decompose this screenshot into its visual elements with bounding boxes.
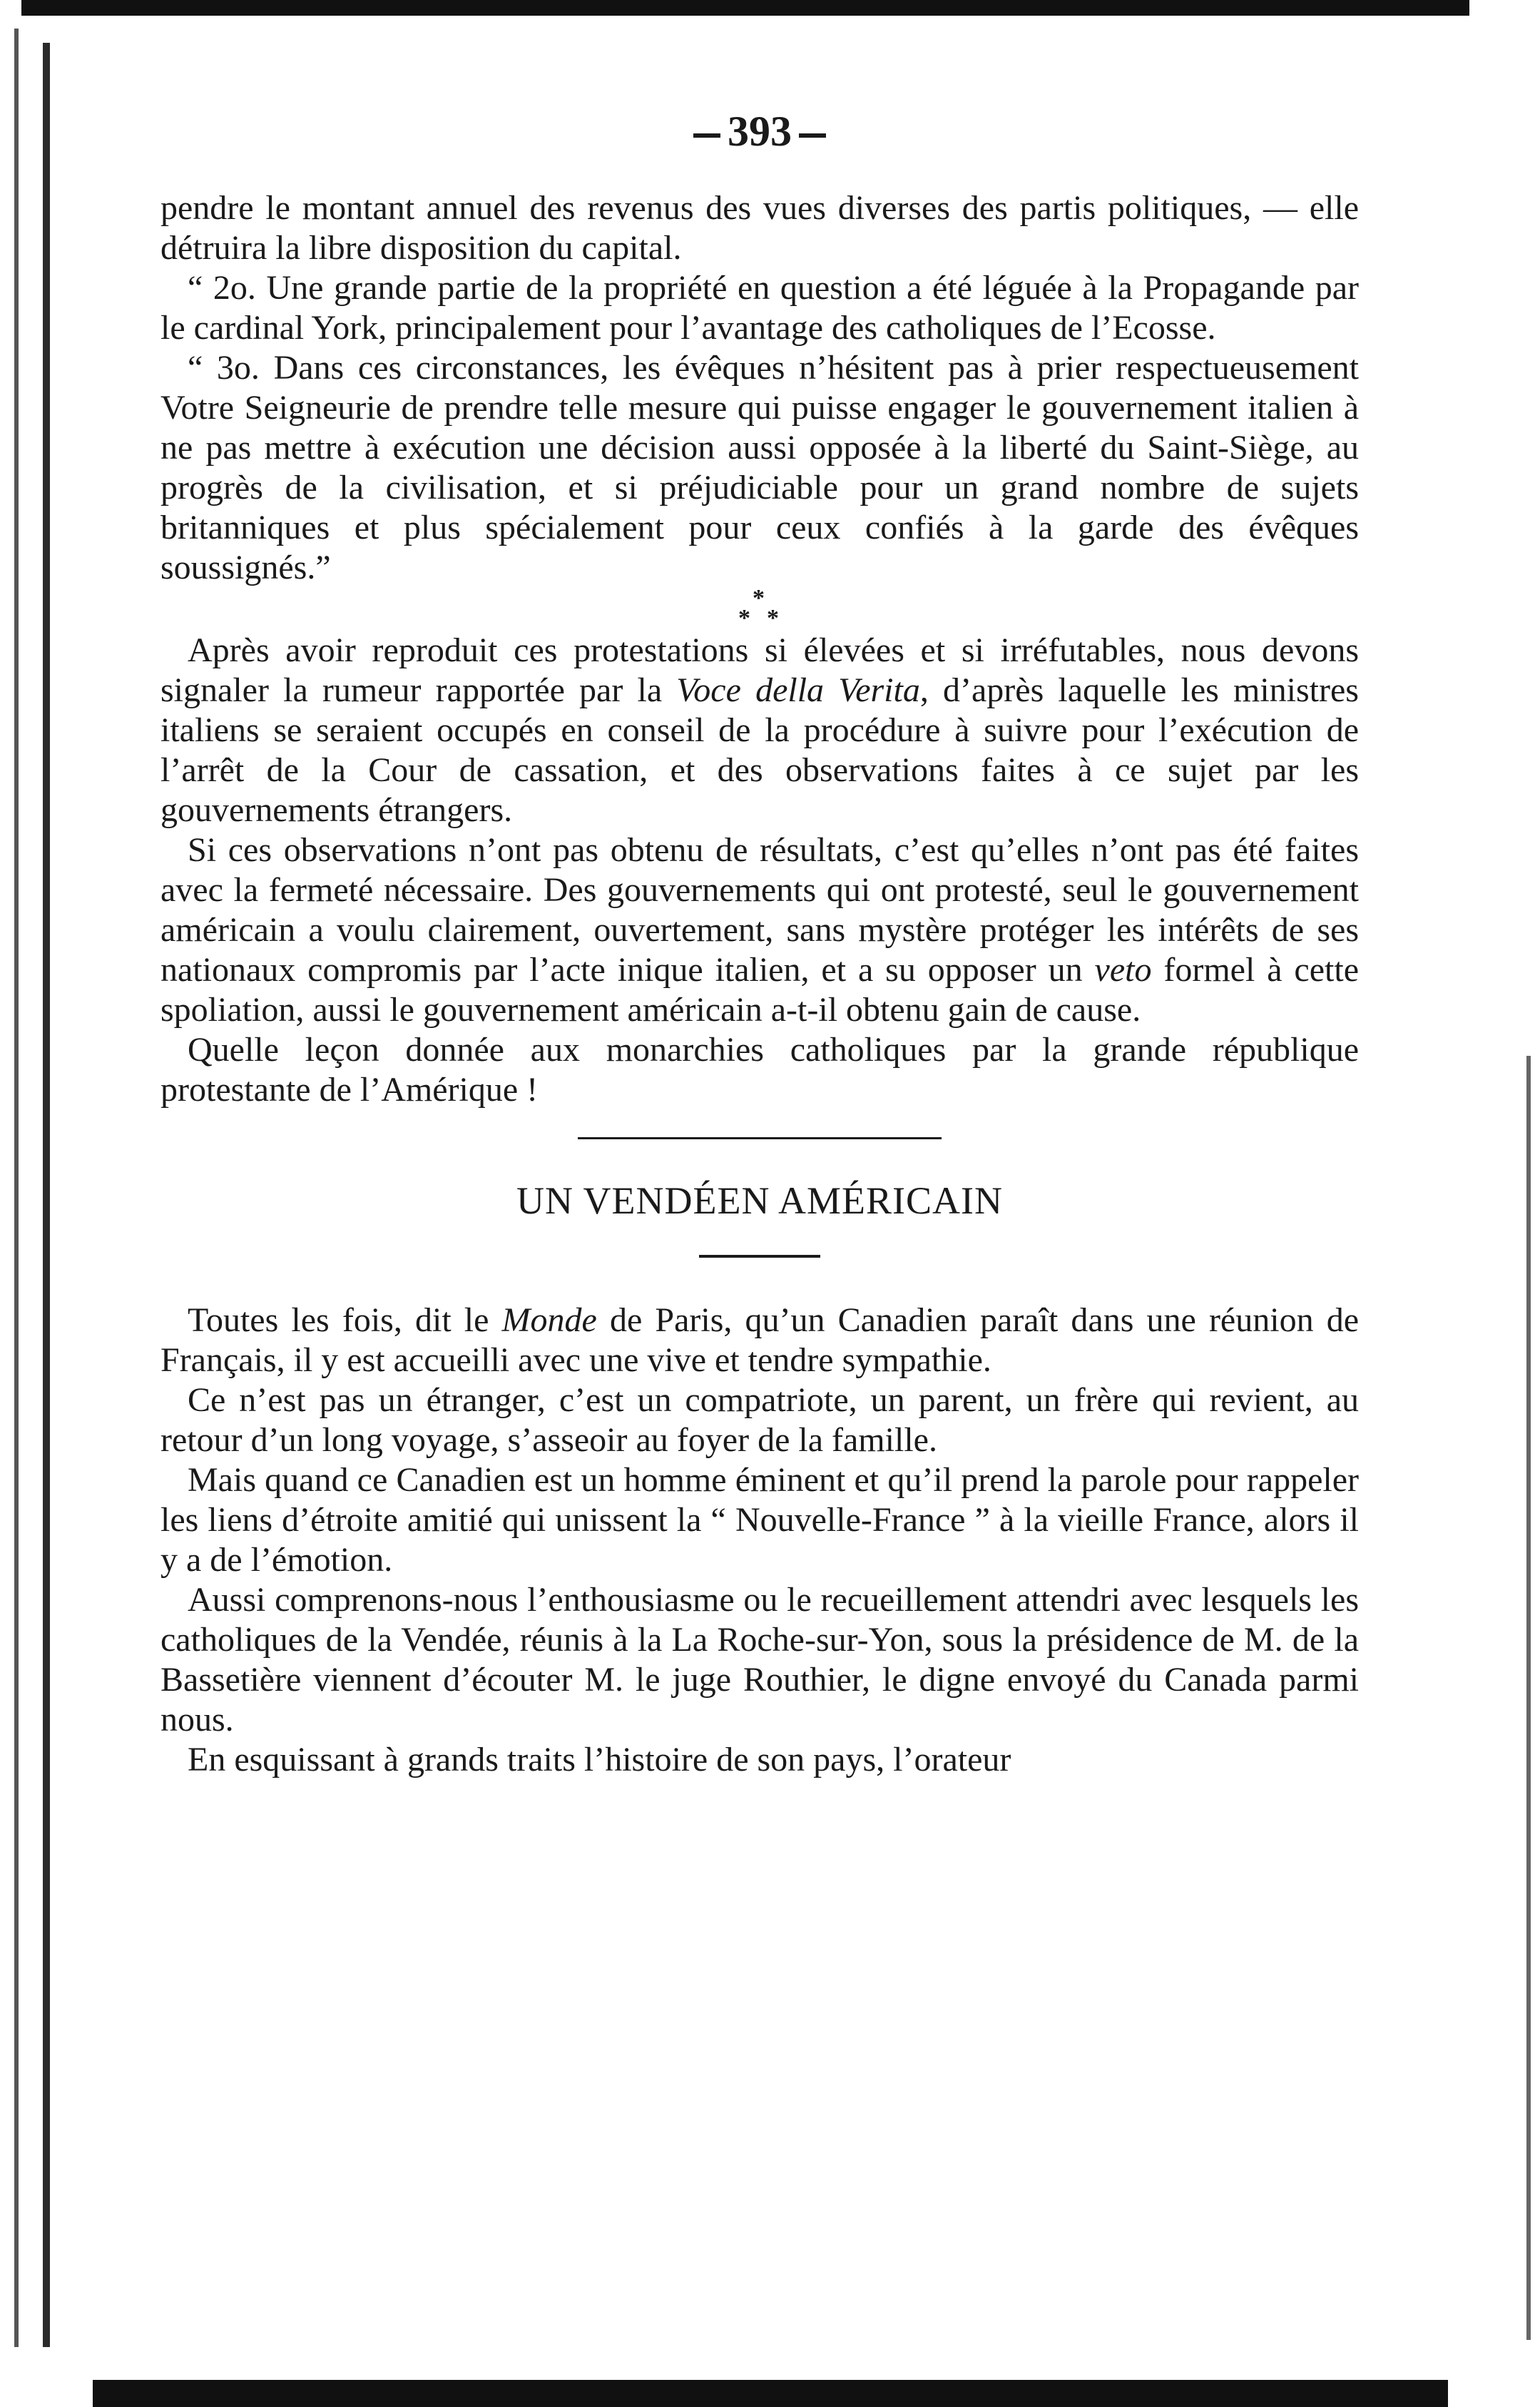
page-number-dash-left <box>693 133 720 138</box>
asterism-star: * <box>753 585 765 611</box>
page-number-dash-right <box>799 133 826 138</box>
paragraph: “ 2o. Une grande partie de la propriété en question a été léguée à la Propagande par le cardinal York, principalement pour l’avantage des catholiques de l’Ecosse. <box>160 269 1359 347</box>
section-title: UN VENDÉEN AMÉRICAIN <box>516 1179 1003 1222</box>
paragraph: “ 3o. Dans ces circonstances, les évêques n’hésitent pas à prier respectueusement Votre Seigneurie de prendre telle mesure qui puisse engager le gouvernement italien à ne pas mettre à exécution une décision aussi opposée à la liberté du Saint-Siège, au progrès de la civilisation, et si préjudiciable pour un grand nombre de sujets britanniques et plus spécialement pour ceux confiés à la garde des évêques soussignés.” <box>160 349 1359 586</box>
commentary-section <box>160 631 1359 1110</box>
paragraph: Aussi comprenons-nous l’enthousiasme ou le recueillement attendri avec lesquels les catholiques de la Vendée, réunis à la La Roche-sur-Yon, sous la présidence de M. de la Bassetière viennent d’écouter M. le juge Routhier, le digne envoyé du Canada parmi nous. <box>160 1581 1359 1739</box>
paragraph: En esquissant à grands traits l’histoire de son pays, l’orateur <box>188 1741 1011 1778</box>
scan-border-bottom <box>93 2380 1448 2407</box>
paragraph: Si ces observations n’ont pas obtenu de résultats, c’est qu’elles n’ont pas été faites avec la fermeté nécessaire. Des gouvernements qui ont protesté, seul le gouvernement américain a voulu clairement, ouvertement, sans mystère protéger les intérêts de ses nationaux compromis par l’acte inique italien, et a su opposer un veto formel à cette spoliation, aussi le gouvernement américain a-t-il obtenu gain de cause. <box>160 831 1359 1029</box>
paragraph: Mais quand ce Canadien est un homme éminent et qu’il prend la parole pour rappeler les liens d’étroite amitié qui unissent la “ Nouvelle-France ” à la vieille France, alors il y a de l’émotion. <box>160 1461 1359 1579</box>
scan-border-right <box>1526 1056 1531 2340</box>
scan-border-top <box>21 0 1469 16</box>
document-page <box>160 107 1359 1780</box>
scan-border-left <box>43 43 50 2347</box>
paragraph: pendre le montant annuel des revenus des vues diverses des partis politiques, — elle détruira la libre disposition du capital. <box>160 189 1359 267</box>
title-underline-rule <box>699 1255 820 1258</box>
paragraph: Toutes les fois, dit le Monde de Paris, qu’un Canadien paraît dans une réunion de Français, il y est accueilli avec une vive et tendre sympathie. <box>160 1301 1359 1379</box>
asterism-star: * <box>738 605 750 631</box>
letter-continuation <box>160 188 1359 588</box>
section-separator-rule <box>578 1137 942 1139</box>
paragraph: Quelle leçon donnée aux monarchies catholiques par la grande république protestante de l’Amérique ! <box>160 1031 1359 1109</box>
scan-border-left-outer <box>14 29 19 2347</box>
article-body <box>160 1301 1359 1780</box>
page-number-value: 393 <box>728 108 792 155</box>
asterism-star: * <box>767 605 779 631</box>
paragraph: Ce n’est pas un étranger, c’est un compatriote, un parent, un frère qui revient, au retour d’un long voyage, s’asseoir au foyer de la famille. <box>160 1381 1359 1459</box>
page-number <box>160 107 1359 156</box>
paragraph: Après avoir reproduit ces protestations si élevées et si irréfutables, nous devons signaler la rumeur rapportée par la Voce della Verita, d’après laquelle les ministres italiens se seraient occupés en conseil de la procédure à suivre pour l’exécution de l’arrêt de la Cour de cassation, et des observations faites à ce sujet par les gouvernements étrangers. <box>160 631 1359 829</box>
asterism-divider <box>717 585 802 631</box>
